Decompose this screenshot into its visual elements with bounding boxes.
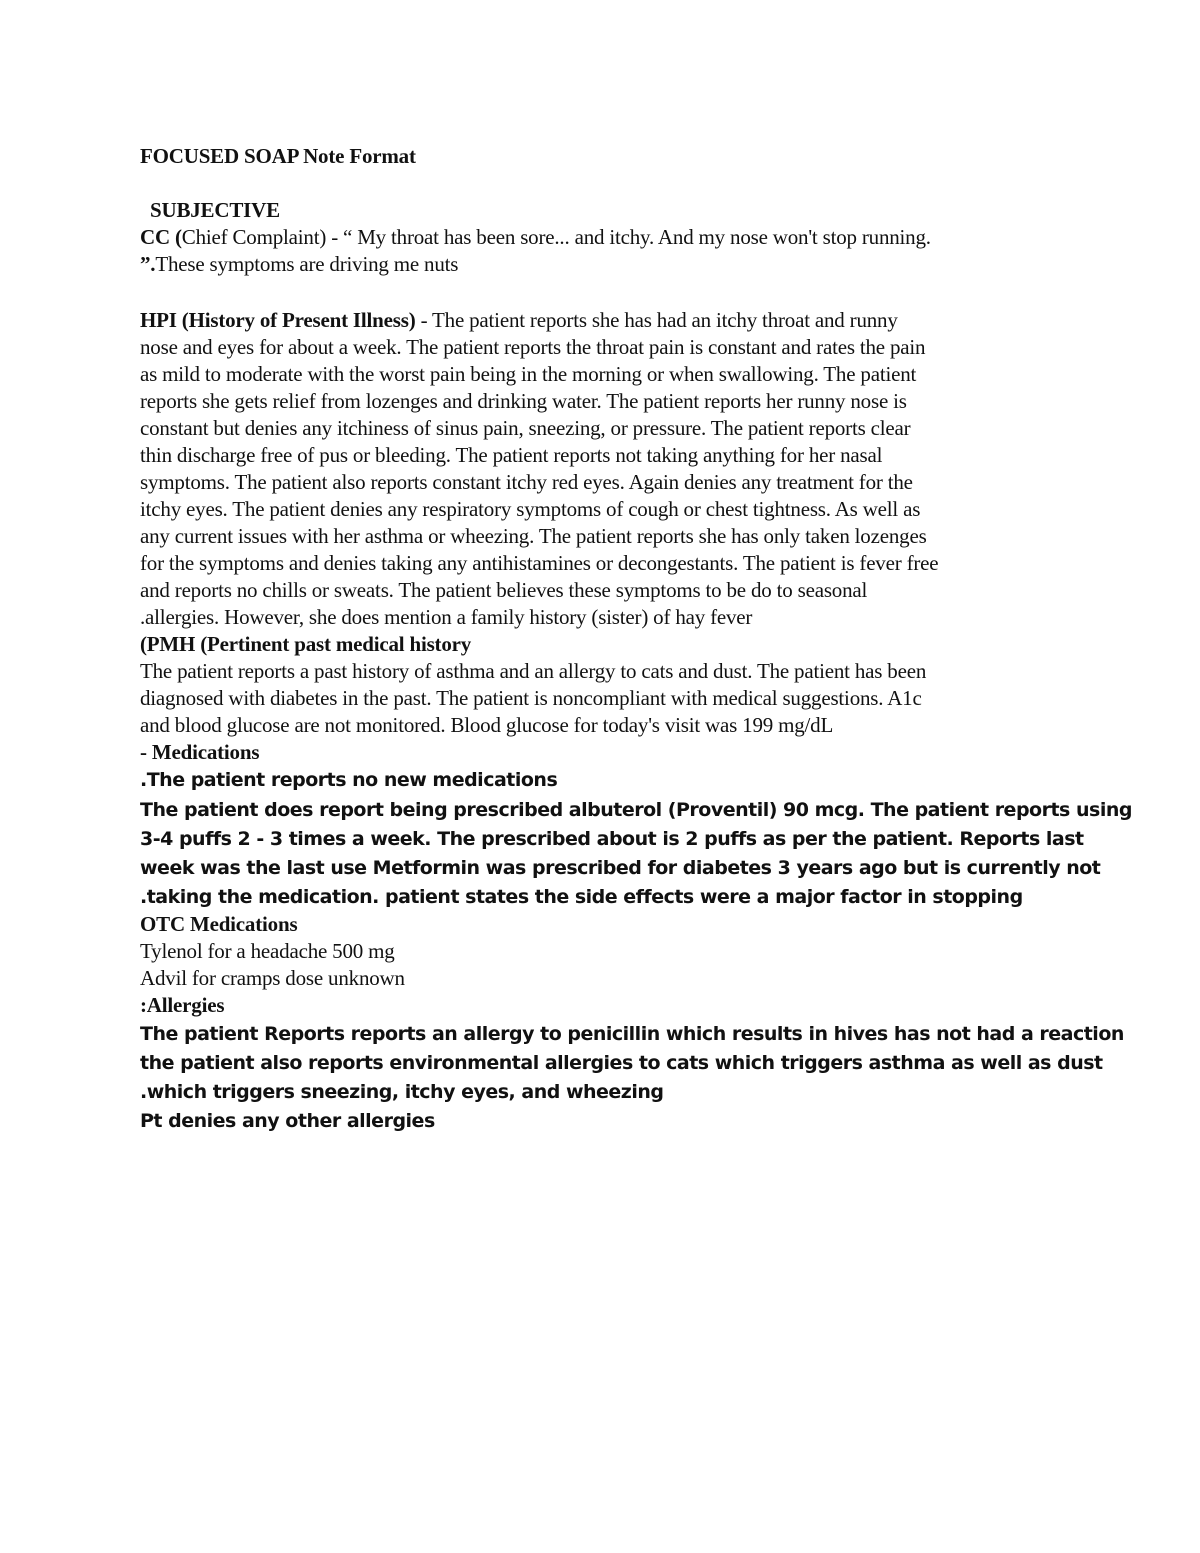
medications-line: .The patient reports no new medications xyxy=(140,769,558,791)
medications-line: .taking the medication. patient states the side effects were a major factor in stopping xyxy=(140,886,1023,908)
hpi-line: symptoms. The patient also reports constant itchy red eyes. Again denies any treatment for the xyxy=(140,470,913,494)
cc-label: CC ( xyxy=(140,225,182,249)
pmh-line: The patient reports a past history of asthma and an allergy to cats and dust. The patient has been xyxy=(140,659,927,683)
hpi-line: nose and eyes for about a week. The patient reports the throat pain is constant and rates the pain xyxy=(140,335,926,359)
medications-heading: - Medications xyxy=(140,740,260,764)
pmh-heading: (PMH (Pertinent past medical history xyxy=(140,632,472,656)
hpi-line: thin discharge free of pus or bleeding. The patient reports not taking anything for her nasal xyxy=(140,443,883,467)
otc-line: Tylenol for a headache 500 mg xyxy=(140,939,395,963)
allergies-line: the patient also reports environmental allergies to cats which triggers asthma as well as dust xyxy=(140,1052,1103,1074)
medications-line: The patient does report being prescribed albuterol (Proventil) 90 mcg. The patient reports using xyxy=(140,799,1132,821)
otc-medications-heading: OTC Medications xyxy=(140,912,298,936)
hpi-line: .allergies. However, she does mention a family history (sister) of hay fever xyxy=(140,605,753,629)
cc-line-2 xyxy=(140,251,458,278)
allergies-line: The patient Reports reports an allergy to penicillin which results in hives has not had a reaction xyxy=(140,1023,1124,1045)
pmh-line: diagnosed with diabetes in the past. The patient is noncompliant with medical suggestions. A1c xyxy=(140,686,922,710)
hpi-line: any current issues with her asthma or wheezing. The patient reports she has only taken lozenges xyxy=(140,524,927,548)
hpi-line: constant but denies any itchiness of sinus pain, sneezing, or pressure. The patient reports clear xyxy=(140,416,911,440)
hpi-text-1: - The patient reports she has had an itchy throat and runny xyxy=(415,308,898,332)
otc-line: Advil for cramps dose unknown xyxy=(140,966,405,990)
allergies-heading: :Allergies xyxy=(140,993,225,1017)
allergies-line: Pt denies any other allergies xyxy=(140,1110,435,1132)
document-title: FOCUSED SOAP Note Format xyxy=(140,144,416,168)
pmh-line: and blood glucose are not monitored. Blood glucose for today's visit was 199 mg/dL xyxy=(140,713,834,737)
cc-line-1 xyxy=(140,224,931,251)
cc-text-2: These symptoms are driving me nuts xyxy=(155,252,459,276)
hpi-line: itchy eyes. The patient denies any respiratory symptoms of cough or chest tightness. As well as xyxy=(140,497,921,521)
cc-quote-mark: ”. xyxy=(140,252,156,276)
allergies-line: .which triggers sneezing, itchy eyes, and wheezing xyxy=(140,1081,664,1103)
hpi-line-1 xyxy=(140,307,898,334)
hpi-line: reports she gets relief from lozenges and drinking water. The patient reports her runny nose is xyxy=(140,389,907,413)
subjective-heading: SUBJECTIVE xyxy=(150,198,280,222)
cc-text-1: Chief Complaint) - “ My throat has been sore... and itchy. And my nose won't stop running. xyxy=(181,225,931,249)
hpi-line: as mild to moderate with the worst pain being in the morning or when swallowing. The patient xyxy=(140,362,917,386)
hpi-label: HPI (History of Present Illness) xyxy=(140,308,416,332)
medications-line: week was the last use Metformin was prescribed for diabetes 3 years ago but is currently not xyxy=(140,857,1101,879)
hpi-line: for the symptoms and denies taking any antihistamines or decongestants. The patient is fever free xyxy=(140,551,939,575)
medications-line: 3-4 puffs 2 - 3 times a week. The prescribed about is 2 puffs as per the patient. Reports last xyxy=(140,828,1084,850)
hpi-line: and reports no chills or sweats. The patient believes these symptoms to be do to seasonal xyxy=(140,578,868,602)
